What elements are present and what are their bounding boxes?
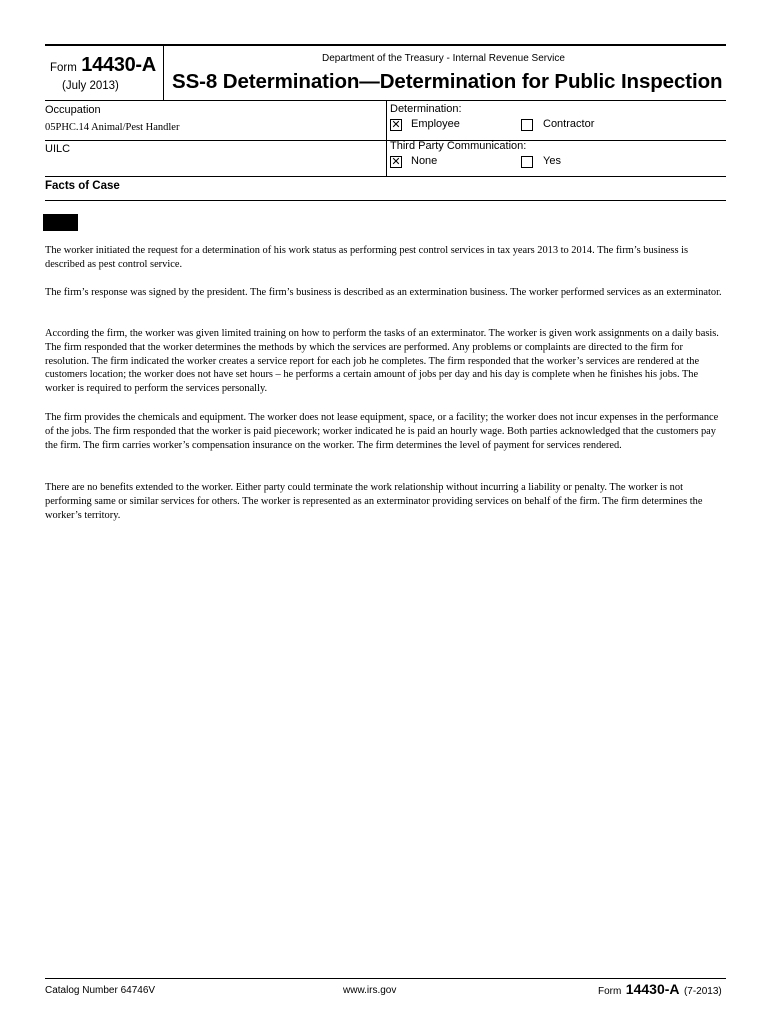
none-checkbox[interactable]: ✕ — [391, 155, 401, 168]
yes-checkbox[interactable] — [521, 156, 533, 168]
facts-heading-rule — [45, 200, 726, 201]
determination-label: Determination: — [390, 103, 462, 115]
facts-heading: Facts of Case — [45, 180, 120, 192]
facts-paragraph: The firm provides the chemicals and equipment. The worker does not lease equipment, space, or a facility; the worker does not incur expenses in the performance of the jobs. The firm responded that the worker is paid piecework; worker indicated he is paid an hourly wage. Both parties acknowledged that the customers pay the firm. The firm carries worker’s compensation insurance on the worker. The firm determines the level of payment for services rendered. — [45, 412, 719, 451]
facts-paragraph: The worker initiated the request for a determination of his work status as performing pest control services in tax years 2013 to 2014. The firm’s business is described as pest control service. — [45, 245, 689, 270]
occupation-bottom-rule — [45, 140, 726, 141]
footer-rule — [45, 978, 726, 979]
facts-paragraph: The firm’s response was signed by the president. The firm’s business is described as an extermination business. The worker performed services as an exterminator. — [45, 287, 722, 298]
facts-paragraph: According the firm, the worker was given limited training on how to perform the tasks of an exterminator. The worker is given work assignments on a daily basis. The firm responded that the worker determines the methods by which the services are performed. Any problems or complaints are directed to the firm for resolution. The firm indicated the worker creates a service report for each job he completes. The firm responded that the worker’s services are rendered at the customers location; the worker does not have set hours – he performs a certain amount of jobs per day and his day is complete when he finishes his jobs. The worker is required to perform the services personally. — [45, 328, 719, 395]
yes-label: Yes — [543, 155, 561, 167]
employee-label: Employee — [411, 118, 460, 130]
redaction-block — [43, 214, 78, 231]
employee-checkbox[interactable]: ✕ — [391, 118, 401, 131]
footer-form-number: 14430-A — [625, 981, 680, 997]
contractor-label: Contractor — [543, 118, 595, 130]
uilc-label: UILC — [45, 143, 71, 155]
fields-bottom-rule — [45, 176, 726, 177]
top-rule — [45, 44, 726, 46]
form-id-block — [50, 54, 162, 77]
third-party-label: Third Party Communication: — [390, 140, 527, 152]
fields-divider-vertical — [386, 101, 387, 176]
catalog-number: Catalog Number 64746V — [45, 985, 156, 996]
agency-line: Department of the Treasury - Internal Revenue Service — [322, 53, 565, 64]
occupation-value: 05PHC.14 Animal/Pest Handler — [45, 122, 180, 133]
occupation-label: Occupation — [45, 104, 101, 116]
page-title: SS-8 Determination—Determination for Public Inspection — [172, 70, 723, 93]
footer-revision: (7-2013) — [683, 986, 722, 997]
none-label: None — [411, 155, 438, 167]
form-number: 14430-A — [81, 54, 156, 76]
facts-paragraph: There are no benefits extended to the worker. Either party could terminate the work relationship without incurring a liability or penalty. The worker is not performing same or similar services for others. The worker is represented as an exterminator providing services on behalf of the firm. The firm determines the worker’s territory. — [45, 482, 703, 521]
irs-website: www.irs.gov — [343, 985, 397, 996]
form-word: Form — [50, 62, 77, 74]
header-divider — [163, 46, 164, 101]
footer-form-id — [598, 981, 722, 999]
contractor-checkbox[interactable] — [521, 119, 533, 131]
form-date: (July 2013) — [62, 80, 119, 92]
footer-form-word: Form — [598, 986, 622, 997]
